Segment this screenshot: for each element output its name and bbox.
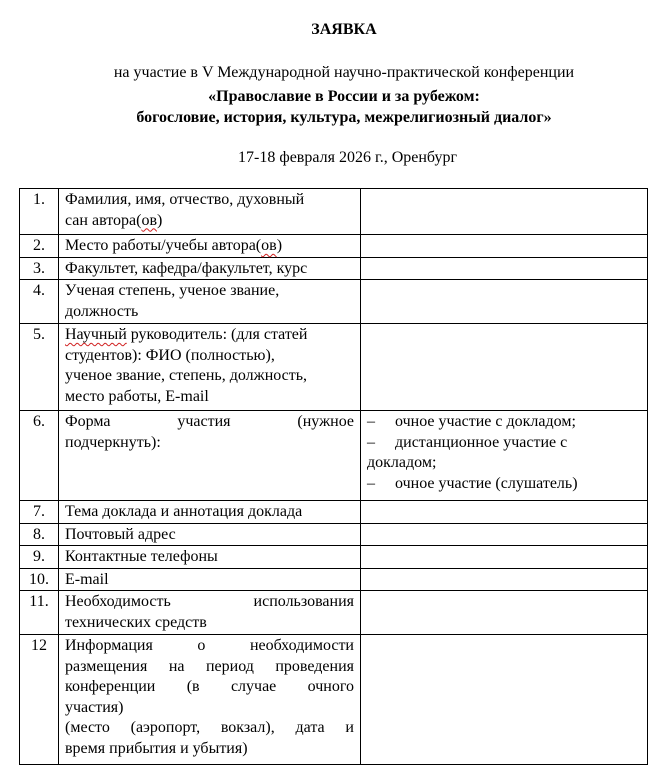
field-label-technical-means: Необходимость использования технических средств xyxy=(59,591,361,635)
row-number: 6. xyxy=(20,411,59,501)
field-label-supervisor: Научный руководитель: (для статей студентов): ФИО (полностью), ученое звание, степень, должность, место работы, E-mail xyxy=(59,324,361,411)
field-value-degree[interactable] xyxy=(361,280,648,324)
row-number: 5. xyxy=(20,324,59,411)
field-value-topic[interactable] xyxy=(361,501,648,524)
field-label-workplace: Место работы/учебы автора(ов) xyxy=(59,235,361,258)
table-row xyxy=(20,523,648,546)
conference-name-line-2: богословие, история, культура, межрелигиозный диалог» xyxy=(136,109,552,126)
field-label-email: E-mail xyxy=(59,568,361,591)
table-row xyxy=(20,411,648,501)
document-subtitle: на участие в V Международной научно-практической конференции xyxy=(113,64,575,81)
conference-name-line-1: «Православие в России и за рубежом: xyxy=(208,88,480,105)
application-form-table xyxy=(19,188,648,765)
row-number: 9. xyxy=(20,546,59,569)
field-value-author-name[interactable] xyxy=(361,189,648,235)
row-number: 11. xyxy=(20,591,59,635)
row-number: 4. xyxy=(20,280,59,324)
field-label-author-name: Фамилия, имя, отчество, духовный сан автора(ов) xyxy=(59,189,361,235)
field-label-participation-form: Форма участия (нужное подчеркнуть): xyxy=(59,411,361,501)
table-row xyxy=(20,635,648,765)
field-value-phones[interactable] xyxy=(361,546,648,569)
spellcheck-underline: ов xyxy=(141,211,157,229)
row-number: 7. xyxy=(20,501,59,524)
conference-name xyxy=(0,86,665,128)
table-row xyxy=(20,546,648,569)
row-number: 8. xyxy=(20,523,59,546)
field-value-accommodation[interactable] xyxy=(361,635,648,765)
table-row xyxy=(20,257,648,280)
field-label-phones: Контактные телефоны xyxy=(59,546,361,569)
field-value-postal-address[interactable] xyxy=(361,523,648,546)
row-number: 1. xyxy=(20,189,59,235)
field-label-degree: Ученая степень, ученое звание, должность xyxy=(59,280,361,324)
spellcheck-underline: Научный xyxy=(65,326,127,343)
option-in-person-report[interactable]: – очное участие с докладом; xyxy=(367,413,576,430)
table-row xyxy=(20,280,648,324)
option-remote-report-continued: докладом; xyxy=(367,454,437,471)
document-title: ЗАЯВКА xyxy=(311,21,377,38)
field-value-technical-means[interactable] xyxy=(361,591,648,635)
field-value-email[interactable] xyxy=(361,568,648,591)
field-label-postal-address: Почтовый адрес xyxy=(59,523,361,546)
table-row xyxy=(20,235,648,258)
row-number: 2. xyxy=(20,235,59,258)
row-number: 12 xyxy=(20,635,59,765)
table-row xyxy=(20,501,648,524)
field-label-accommodation: Информация о необходимости размещения на период проведения конференции (в случае очного участия) (место (аэропорт, вокзал), дата и время прибытия и убытия) xyxy=(59,635,361,765)
option-remote-report[interactable]: – дистанционное участие с xyxy=(367,433,568,451)
field-value-participation-options xyxy=(361,411,648,501)
spellcheck-underline: ов xyxy=(261,237,277,254)
field-value-faculty[interactable] xyxy=(361,257,648,280)
field-value-supervisor[interactable] xyxy=(361,324,648,411)
row-number: 3. xyxy=(20,257,59,280)
option-in-person-listener[interactable]: – очное участие (слушатель) xyxy=(367,474,578,492)
table-row xyxy=(20,324,648,411)
row-number: 10. xyxy=(20,568,59,591)
table-row xyxy=(20,568,648,591)
field-label-topic: Тема доклада и аннотация доклада xyxy=(59,501,361,524)
field-value-workplace[interactable] xyxy=(361,235,648,258)
date-and-place: 17-18 февраля 2026 г., Оренбург xyxy=(238,149,458,166)
field-label-faculty: Факультет, кафедра/факультет, курс xyxy=(59,257,361,280)
table-row xyxy=(20,591,648,635)
table-row xyxy=(20,189,648,235)
